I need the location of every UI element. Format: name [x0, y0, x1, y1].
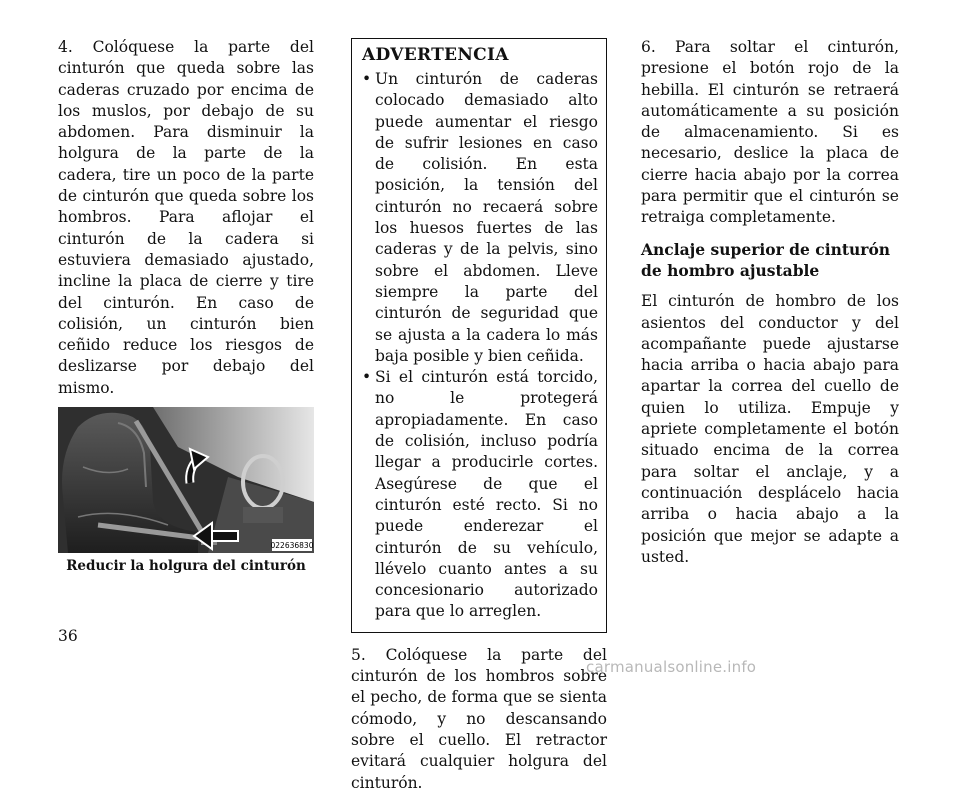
right-column: [641, 37, 899, 568]
step-4-paragraph: 4. Colóquese la parte del cinturón que queda sobre las caderas cruzado por encima de los muslos, por debajo de su abdomen. Para disminuir la holgura de la parte de la cadera, tire un poco de la parte de cinturón que queda sobre los hombros. Para aflojar el cinturón de la cadera si estuviera demasiado ajustado, incline la placa de cierre y tire del cinturón. En caso de colisión, un cinturón bien ceñido reduce los riesgos de deslizarse por debajo del mismo.: [58, 38, 314, 397]
page-number: 36: [58, 627, 78, 645]
step-6-paragraph: 6. Para soltar el cinturón, presione el botón rojo de la hebilla. El cinturón se retraerá automáticamente a su posición de almacenamiento. Si es necesario, deslice la placa de cierre hacia abajo por la correa para permitir que el cinturón se retraiga completamente.: [641, 38, 899, 227]
warning-item-text: Si el cinturón está torcido, no le protegerá apropiadamente. En caso de colisión, incluso podría llegar a producirle cortes. Asegúrese de que el cinturón esté recto. Si no puede enderezar el cinturón de su vehículo, llévelo cuanto antes a su concesionario autorizado para que lo arreglen.: [375, 368, 598, 621]
section-heading: Anclaje superior de cinturón de hombro ajustable: [641, 239, 891, 280]
seat-belt-photo: [58, 407, 314, 553]
warning-item: [362, 69, 598, 367]
seat-belt-figure: [58, 407, 314, 575]
anchorage-paragraph: El cinturón de hombro de los asientos del conductor y del acompañante puede ajustarse hacia arriba o hacia abajo para apartar la correa del cuello de quien lo utiliza. Empuje y apriete completamente el botón situado encima de la correa para soltar el anclaje, y a continuación desplácelo hacia arriba o hacia abajo a la posición que mejor se adapte a usted.: [641, 292, 899, 566]
warning-list: [362, 69, 598, 623]
step-5-paragraph: 5. Colóquese la parte del cinturón de los hombros sobre el pecho, de forma que se sienta cómodo, y no descansando sobre el cuello. El retractor evitará cualquier holgura del cinturón.: [351, 645, 607, 792]
image-code: 022636830: [270, 541, 314, 551]
warning-item-text: Un cinturón de caderas colocado demasiado alto puede aumentar el riesgo de sufrir lesiones en caso de colisión. En esta posición, la tensión del cinturón no recaerá sobre los huesos fuertes de las caderas y de la pelvis, sino sobre el abdomen. Lleve siempre la parte del cinturón de seguridad que se ajusta a la cadera lo más baja posible y bien ceñida.: [375, 70, 598, 365]
warning-item: [362, 367, 598, 623]
watermark: carmanualsonline.info: [586, 658, 757, 676]
left-column: [58, 37, 314, 575]
bullet-icon: •: [362, 70, 372, 88]
warning-box: [351, 38, 607, 633]
bullet-icon: •: [362, 368, 372, 387]
figure-caption: Reducir la holgura del cinturón: [66, 558, 306, 575]
middle-column: [351, 37, 607, 794]
warning-title: ADVERTENCIA: [362, 45, 509, 65]
